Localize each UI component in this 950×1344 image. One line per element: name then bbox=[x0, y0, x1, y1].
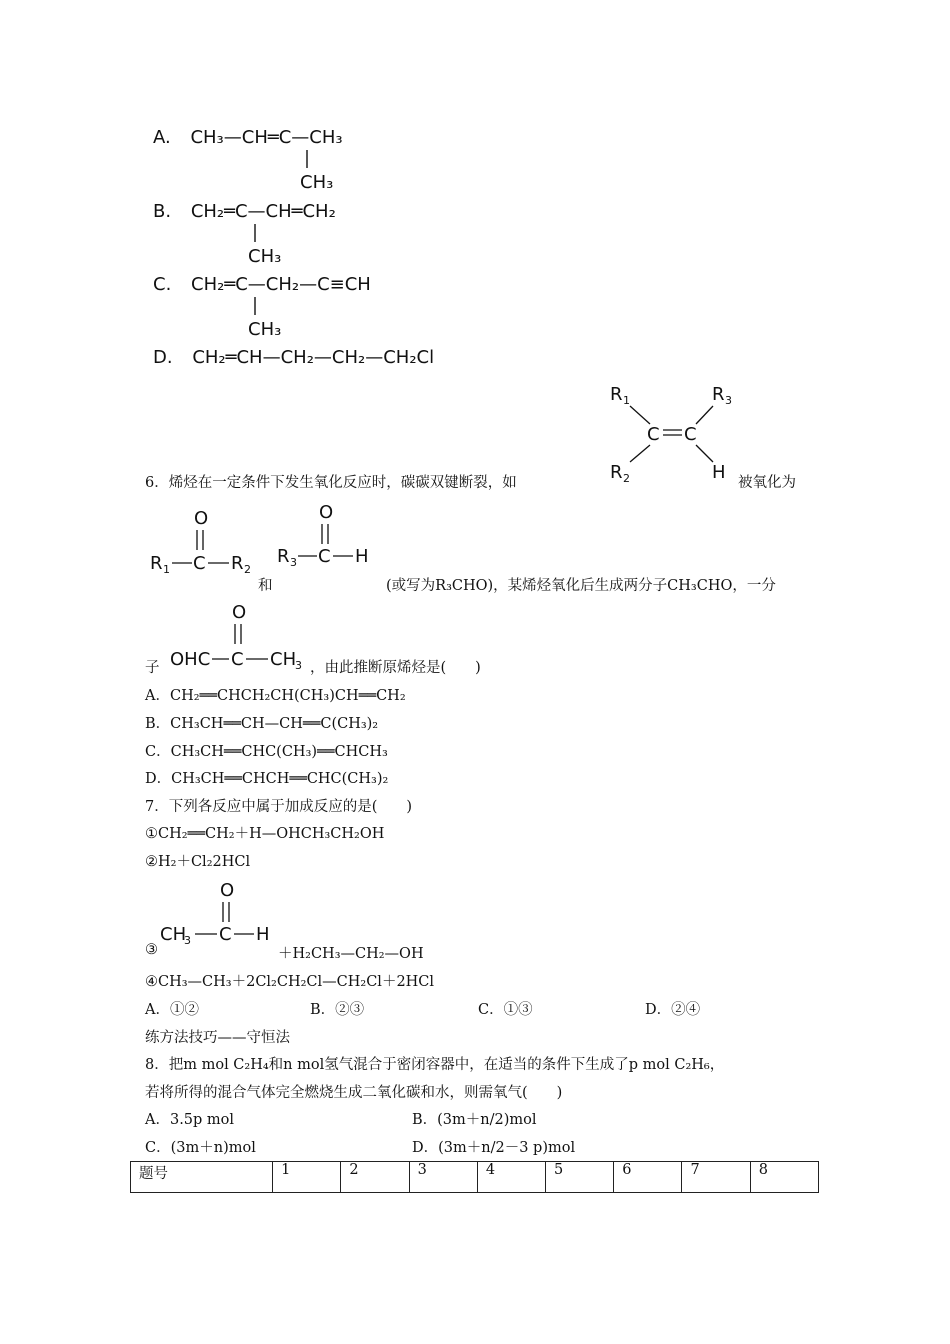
branch-label: CH₃ bbox=[248, 319, 282, 340]
q5-option-d bbox=[153, 347, 434, 368]
product-structure bbox=[166, 600, 311, 672]
r3-sub: 3 bbox=[725, 394, 732, 407]
h-label: H bbox=[355, 546, 369, 567]
table-cell: 3 bbox=[409, 1162, 477, 1193]
q5-a-branch bbox=[298, 150, 338, 195]
q6-option-a: A．CH₂══CHCH₂CH(CH₃)CH══CH₂ bbox=[145, 688, 406, 704]
q6-prefix: 子 bbox=[145, 660, 160, 676]
c-label: C bbox=[219, 924, 232, 945]
r2-sub: 2 bbox=[244, 563, 251, 576]
option-label: A. bbox=[153, 127, 171, 148]
r1-sub: 1 bbox=[623, 394, 630, 407]
acetaldehyde-structure bbox=[158, 878, 273, 950]
q5-option-b bbox=[153, 201, 336, 222]
ch3-sub: 3 bbox=[184, 934, 191, 947]
c-label: C bbox=[231, 649, 244, 670]
q8-option-d: D．(3m＋n/2－3 p)mol bbox=[412, 1140, 576, 1156]
table-cell: 1 bbox=[273, 1162, 341, 1193]
option-label: B. bbox=[153, 201, 172, 222]
q8-line2: 若将所得的混合气体完全燃烧生成二氧化碳和水，则需氧气( ) bbox=[145, 1085, 563, 1101]
q6-option-b: B．CH₃CH══CH—CH══C(CH₃)₂ bbox=[145, 716, 379, 732]
branch-label: CH₃ bbox=[248, 246, 282, 267]
q7-reaction-1: ①CH₂══CH₂＋H—OHCH₃CH₂OH bbox=[145, 826, 385, 842]
o-label: O bbox=[232, 602, 247, 623]
aldehyde-structure bbox=[273, 500, 378, 572]
q7-option-a: A．①② bbox=[145, 1002, 199, 1018]
q5-option-a bbox=[153, 127, 343, 148]
r3-sub: 3 bbox=[290, 556, 297, 569]
formula-main: CH₂═CH—CH₂—CH₂—CH₂Cl bbox=[192, 347, 435, 368]
q7-reaction-4: ④CH₃—CH₃＋2Cl₂CH₂Cl—CH₂Cl＋2HCl bbox=[145, 974, 435, 990]
q6-option-d: D．CH₃CH══CHCH══CHC(CH₃)₂ bbox=[145, 771, 389, 787]
ch3-label: CH bbox=[160, 924, 187, 945]
q7-option-c: C．①③ bbox=[478, 1002, 533, 1018]
table-cell: 2 bbox=[341, 1162, 409, 1193]
q8-option-c: C．(3m＋n)mol bbox=[145, 1140, 256, 1156]
o-label: O bbox=[220, 880, 235, 901]
ketone-structure bbox=[146, 506, 256, 581]
q6-line3: ，由此推断原烯烃是( ) bbox=[310, 660, 481, 676]
q5-b-branch bbox=[246, 224, 286, 269]
formula-main: CH₃—CH═C—CH₃ bbox=[190, 127, 343, 148]
r3-label: R bbox=[277, 546, 290, 567]
r2-sub: 2 bbox=[623, 472, 630, 485]
q6-intro: 6．烯烃在一定条件下发生氧化反应时，碳碳双键断裂，如 bbox=[145, 475, 517, 491]
q7-stem: 7．下列各反应中属于加成反应的是( ) bbox=[145, 799, 413, 815]
ohc-label: OHC bbox=[170, 649, 211, 670]
c-label: C bbox=[318, 546, 331, 567]
ch3-label: CH bbox=[270, 649, 297, 670]
formula-main: CH₂═C—CH₂—C≡CH bbox=[191, 274, 371, 295]
alkene-structure bbox=[600, 380, 735, 485]
q7-r3-suffix: ＋H₂CH₃—CH₂—OH bbox=[278, 946, 424, 962]
section-heading: 练方法技巧——守恒法 bbox=[145, 1030, 290, 1046]
option-label: D. bbox=[153, 347, 173, 368]
q7-r3-prefix: ③ bbox=[145, 942, 158, 958]
ch3-sub: 3 bbox=[295, 659, 302, 672]
o-label: O bbox=[319, 502, 334, 523]
branch-label: CH₃ bbox=[300, 172, 334, 193]
q6-intro-end: 被氧化为 bbox=[738, 475, 796, 491]
table-cell: 4 bbox=[477, 1162, 545, 1193]
answer-table bbox=[130, 1161, 819, 1193]
table-row bbox=[131, 1162, 819, 1193]
q7-reaction-2: ②H₂＋Cl₂2HCl bbox=[145, 854, 251, 870]
table-cell: 8 bbox=[750, 1162, 818, 1193]
q7-option-b: B．②③ bbox=[310, 1002, 365, 1018]
h-label: H bbox=[712, 462, 726, 483]
r2-label: R bbox=[610, 462, 623, 483]
q8-option-a: A．3.5p mol bbox=[145, 1112, 235, 1128]
q8-option-b: B．(3m＋n/2)mol bbox=[412, 1112, 537, 1128]
q6-and: 和 bbox=[258, 578, 273, 594]
o-label: O bbox=[194, 508, 209, 529]
r1-sub: 1 bbox=[163, 563, 170, 576]
r1-label: R bbox=[610, 384, 623, 405]
c2-label: C bbox=[684, 424, 697, 445]
option-label: C. bbox=[153, 274, 172, 295]
q7-option-d: D．②④ bbox=[645, 1002, 701, 1018]
table-cell: 5 bbox=[546, 1162, 614, 1193]
r1-label: R bbox=[150, 553, 163, 574]
table-cell: 7 bbox=[682, 1162, 750, 1193]
r3-label: R bbox=[712, 384, 725, 405]
q6-line2: (或写为R₃CHO)，某烯烃氧化后生成两分子CH₃CHO，一分 bbox=[386, 578, 776, 594]
table-header-cell: 题号 bbox=[131, 1162, 273, 1193]
q8-line1: 8．把m mol C₂H₄和n mol氢气混合于密闭容器中，在适当的条件下生成了p mol C₂H₆， bbox=[145, 1057, 725, 1073]
q6-option-c: C．CH₃CH══CHC(CH₃)══CHCH₃ bbox=[145, 744, 388, 760]
formula-main: CH₂═C—CH═CH₂ bbox=[190, 201, 336, 222]
r2-label: R bbox=[231, 553, 244, 574]
c1-label: C bbox=[647, 424, 660, 445]
q5-c-branch bbox=[246, 297, 286, 342]
c-label: C bbox=[193, 553, 206, 574]
q5-option-c bbox=[153, 274, 371, 295]
table-cell: 6 bbox=[614, 1162, 682, 1193]
h-label: H bbox=[256, 924, 270, 945]
